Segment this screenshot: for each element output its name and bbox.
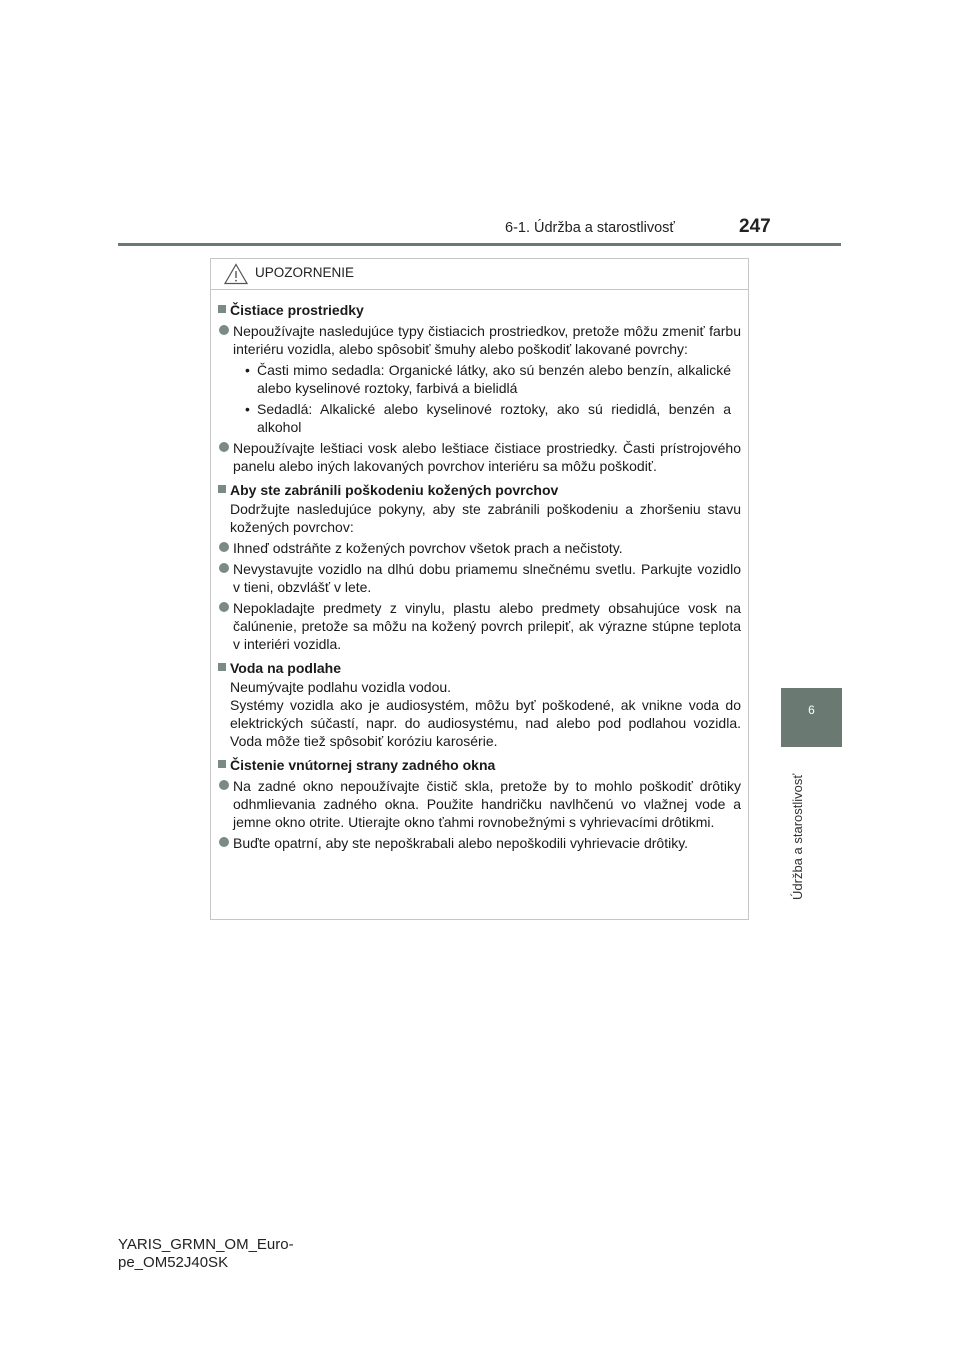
warning-triangle-icon (224, 263, 248, 285)
section-title: Čistenie vnútornej strany zadného okna (230, 757, 496, 773)
document-footer (118, 1236, 294, 1272)
list-item: Ihneď odstráňte z kožených povrchov všetok prach a nečistoty. (217, 539, 741, 557)
section-title: Čistiace prostriedky (230, 302, 364, 318)
list-item: Nepokladajte predmety z vinylu, plastu alebo predmety obsahujúce vosk na čalúnenie, pretože sa môžu na kožený povrch prilepiť, ak výrazne stúpne teplota v interiéri vozidla. (217, 599, 741, 653)
paragraph: Neumývajte podlahu vozidla vodou. (230, 679, 452, 695)
section-cleaning-agents (217, 301, 741, 475)
chapter-tab-label: Údržba a starostlivosť (790, 773, 805, 900)
sub-list-item: • Časti mimo sedadla: Organické látky, ako sú benzén alebo benzín, alkalické alebo kyselinové roztoky, farbivá a bielidlá (245, 362, 731, 396)
section-water-floor (217, 659, 741, 750)
list-item: Nevystavujte vozidlo na dlhú dobu priamemu slnečnému svetlu. Parkujte vozidlo v tieni, obzvlášť v lete. (217, 560, 741, 596)
list-item: Nepoužívajte leštiaci vosk alebo leštiace čistiace prostriedky. Časti prístrojového panelu alebo iných lakovaných povrchov interiéru sa môžu poškodiť. (217, 439, 741, 475)
square-marker-icon (218, 485, 226, 493)
header-rule (118, 243, 841, 246)
page-number: 247 (739, 216, 771, 237)
bullet-dot-icon (219, 542, 229, 552)
list-item: Nepoužívajte nasledujúce typy čistiacich prostriedkov, pretože môžu zmeniť farbu interiéru vozidla, alebo spôsobiť šmuhy alebo poškodiť lakované povrchy: (217, 322, 741, 358)
paragraph: Systémy vozidla ako je audiosystém, môžu byť poškodené, ak vnikne voda do elektrických súčastí, napr. do audiosystému, nad alebo pod podlahou vozidla. Voda môže tiež spôsobiť koróziu karosérie. (230, 697, 741, 749)
warning-header (211, 259, 748, 290)
footer-line: pe_OM52J40SK (118, 1254, 229, 1271)
bullet-dot-icon (219, 602, 229, 612)
square-marker-icon (218, 663, 226, 671)
square-marker-icon (218, 305, 226, 313)
warning-title: UPOZORNENIE (255, 265, 355, 280)
warning-box (210, 258, 749, 920)
square-marker-icon (218, 760, 226, 768)
section-title: Voda na podlahe (230, 660, 341, 676)
bullet-dot-icon (219, 442, 229, 452)
section-title: Aby ste zabránili poškodeniu kožených povrchov (230, 482, 559, 498)
list-item: Buďte opatrní, aby ste nepoškrabali alebo nepoškodili vyhrievacie drôtiky. (217, 834, 741, 852)
section-title: 6-1. Údržba a starostlivosť (505, 220, 675, 236)
bullet-dot-icon (219, 563, 229, 573)
footer-line: YARIS_GRMN_OM_Euro- (118, 1236, 294, 1253)
chapter-tab: 6 (781, 688, 842, 747)
section-intro: Dodržujte nasledujúce pokyny, aby ste zabránili poškodeniu a zhoršeniu stavu kožených povrchov: (230, 501, 741, 535)
bullet-dot-icon (219, 780, 229, 790)
bullet-dot-icon (219, 325, 229, 335)
list-item: Na zadné okno nepoužívajte čistič skla, pretože by to mohlo poškodiť drôtiky odhmlievania zadného okna. Použite handričku navlhčenú vo vlažnej vode a jemne okno otrite. Utierajte okno ťahmi rovnobežnými s vyhrievacími drôtikmi. (217, 777, 741, 831)
bullet-dot-icon (219, 837, 229, 847)
section-rear-window (217, 756, 741, 852)
warning-content (211, 290, 748, 852)
sub-list-item: • Sedadlá: Alkalické alebo kyselinové roztoky, ako sú riedidlá, benzén a alkohol (245, 401, 731, 435)
section-leather (217, 481, 741, 653)
